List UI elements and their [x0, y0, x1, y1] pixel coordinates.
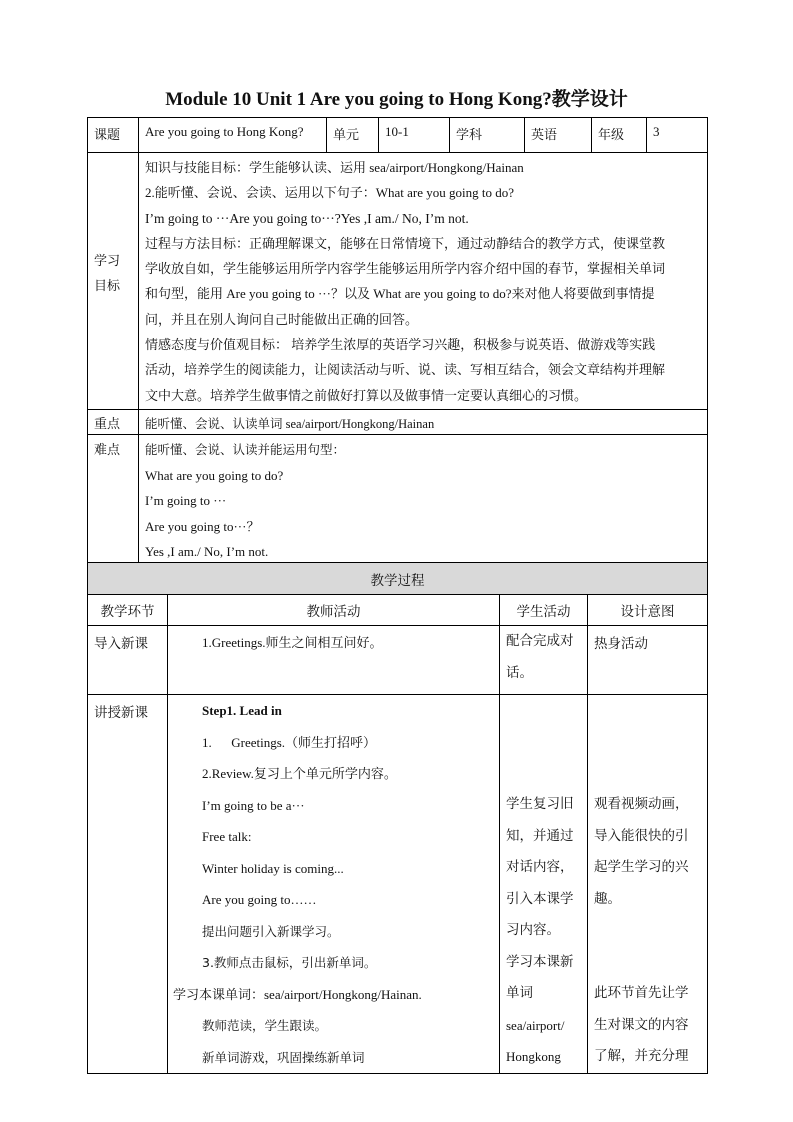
objective-line: 和句型，能用 Are you going to ···？以及 What are you going to do?来对他人将要做到事情提	[145, 286, 655, 302]
teacher-line: 3.教师点击鼠标，引出新单词。	[202, 955, 377, 970]
student-line: 对话内容，	[506, 859, 574, 875]
difficulty-line: Are you going to···？	[145, 518, 260, 534]
objective-line: 2.能听懂、会说、会读、运用以下句子：What are you going to do?	[145, 185, 515, 201]
new-student	[500, 695, 588, 1074]
intro-intent: 热身活动	[588, 626, 708, 695]
grade-value: 3	[647, 118, 708, 153]
objective-line: 学收放自如，学生能够运用所学内容学生能够运用所学内容介绍中国的春节，掌握相关单词	[145, 261, 666, 277]
teacher-line: 新单词游戏，巩固操练新单词	[202, 1049, 365, 1065]
intent-line: 了解，并充分理	[594, 1048, 689, 1064]
objective-line: 活动，培养学生的阅读能力，让阅读活动与听、说、读、写相互结合，领会文章结构并理解	[145, 362, 666, 378]
intent-line: 起学生学习的兴	[594, 859, 689, 875]
process-band: 教学过程	[88, 563, 708, 595]
teacher-line: 2.Review.复习上个单元所学内容。	[202, 766, 397, 781]
teacher-line: 学习本课单词：sea/airport/Hongkong/Hainan.	[173, 986, 422, 1002]
document-title: Module 10 Unit 1 Are you going to Hong Kong?教学设计	[165, 89, 628, 110]
teacher-line: Are you going to……	[202, 892, 317, 907]
intent-line	[594, 947, 707, 979]
teacher-line: 1. Greetings.（师生打招呼）	[202, 734, 377, 750]
objectives-label-line1: 学习	[94, 253, 121, 268]
new-teacher	[168, 695, 500, 1074]
intro-student	[500, 626, 588, 695]
unit-label: 单元	[327, 118, 379, 153]
teaching-process-table	[87, 562, 708, 1074]
subject-label: 学科	[450, 118, 525, 153]
process-band-row	[88, 563, 708, 595]
objective-line: I’m going to ···Are you going to···?Yes ,I am./ No, I’m not.	[145, 210, 469, 226]
objective-line: 问，并且在别人询问自己时能做出正确的回答。	[145, 311, 419, 327]
objective-line: 文中大意。培养学生做事情之前做好打算以及做事情一定要认真细心的习惯。	[145, 387, 588, 403]
student-line: 习内容。	[506, 922, 560, 938]
header-stage: 教学环节	[88, 595, 168, 626]
intro-row	[88, 626, 708, 695]
teacher-line: 教师范读，学生跟读。	[202, 1018, 328, 1033]
objectives-label-line2: 目标	[94, 278, 121, 293]
student-line: Hongkong	[506, 1049, 561, 1064]
intro-student-line: 配合完成对	[506, 633, 574, 649]
key-points-value: 能听懂、会说、认读单词 sea/airport/Hongkong/Hainan	[139, 410, 708, 435]
objective-line: 过程与方法目标：正确理解课文，能够在日常情境下，通过动静结合的教学方式，使课堂教	[145, 235, 666, 251]
student-line: 学习本课新	[506, 953, 574, 970]
new-lesson-row	[88, 695, 708, 1074]
unit-value: 10-1	[379, 118, 450, 153]
objectives-label	[88, 153, 139, 410]
student-line: 引入本课学	[506, 890, 574, 907]
student-line: 知，并通过	[506, 827, 574, 844]
intro-teacher-text: 1.Greetings.师生之间相互问好。	[202, 635, 383, 650]
intro-stage: 导入新课	[88, 626, 168, 695]
student-line: sea/airport/	[506, 1017, 565, 1033]
student-line: 单词	[506, 985, 533, 1001]
grade-label: 年级	[592, 118, 647, 153]
intent-line: 此环节首先让学	[594, 985, 689, 1001]
intent-line: 趣。	[594, 890, 621, 907]
key-points-row	[88, 410, 708, 435]
subject-value: 英语	[525, 118, 592, 153]
header-intent: 设计意图	[588, 595, 708, 626]
teacher-line: Step1. Lead in	[202, 703, 282, 718]
teacher-line: 提出问题引入新课学习。	[202, 923, 340, 939]
intent-line: 生对课文的内容	[594, 1016, 689, 1033]
process-header-row	[88, 595, 708, 626]
header-student: 学生活动	[500, 595, 588, 626]
difficulties-row	[88, 435, 708, 566]
key-points-label: 重点	[88, 410, 139, 435]
teacher-line: Free talk:	[202, 829, 252, 844]
difficulty-line: 能听懂、会说、认读并能运用句型：	[145, 442, 346, 457]
difficulties-content	[139, 435, 708, 566]
header-teacher: 教师活动	[168, 595, 500, 626]
intent-line	[594, 915, 707, 947]
difficulty-line: Yes ,I am./ No, I’m not.	[145, 544, 269, 559]
student-line: 学生复习旧	[506, 796, 574, 812]
teacher-line: Winter holiday is coming...	[202, 860, 344, 876]
teacher-line: I’m going to be a···	[202, 797, 305, 813]
new-stage: 讲授新课	[88, 695, 168, 1074]
difficulty-line: I’m going to ···	[145, 493, 227, 508]
difficulty-line: What are you going to do?	[145, 467, 284, 483]
lesson-info-table	[87, 117, 708, 566]
objectives-content	[139, 153, 708, 410]
info-row	[88, 118, 708, 153]
objectives-row	[88, 153, 708, 410]
topic-value: Are you going to Hong Kong?	[139, 118, 327, 153]
intent-line: 导入能很快的引	[594, 827, 689, 844]
difficulties-label: 难点	[88, 435, 139, 566]
topic-label: 课题	[88, 118, 139, 153]
intro-teacher	[168, 626, 500, 695]
intent-line: 观看视频动画，	[594, 796, 689, 812]
new-intent	[588, 695, 708, 1074]
objective-line: 知识与技能目标：学生能够认读、运用 sea/airport/Hongkong/Hainan	[145, 160, 524, 175]
intro-student-line: 话。	[506, 664, 533, 681]
objective-line: 情感态度与价值观目标： 培养学生浓厚的英语学习兴趣，积极参与说英语、做游戏等实践	[145, 337, 656, 353]
